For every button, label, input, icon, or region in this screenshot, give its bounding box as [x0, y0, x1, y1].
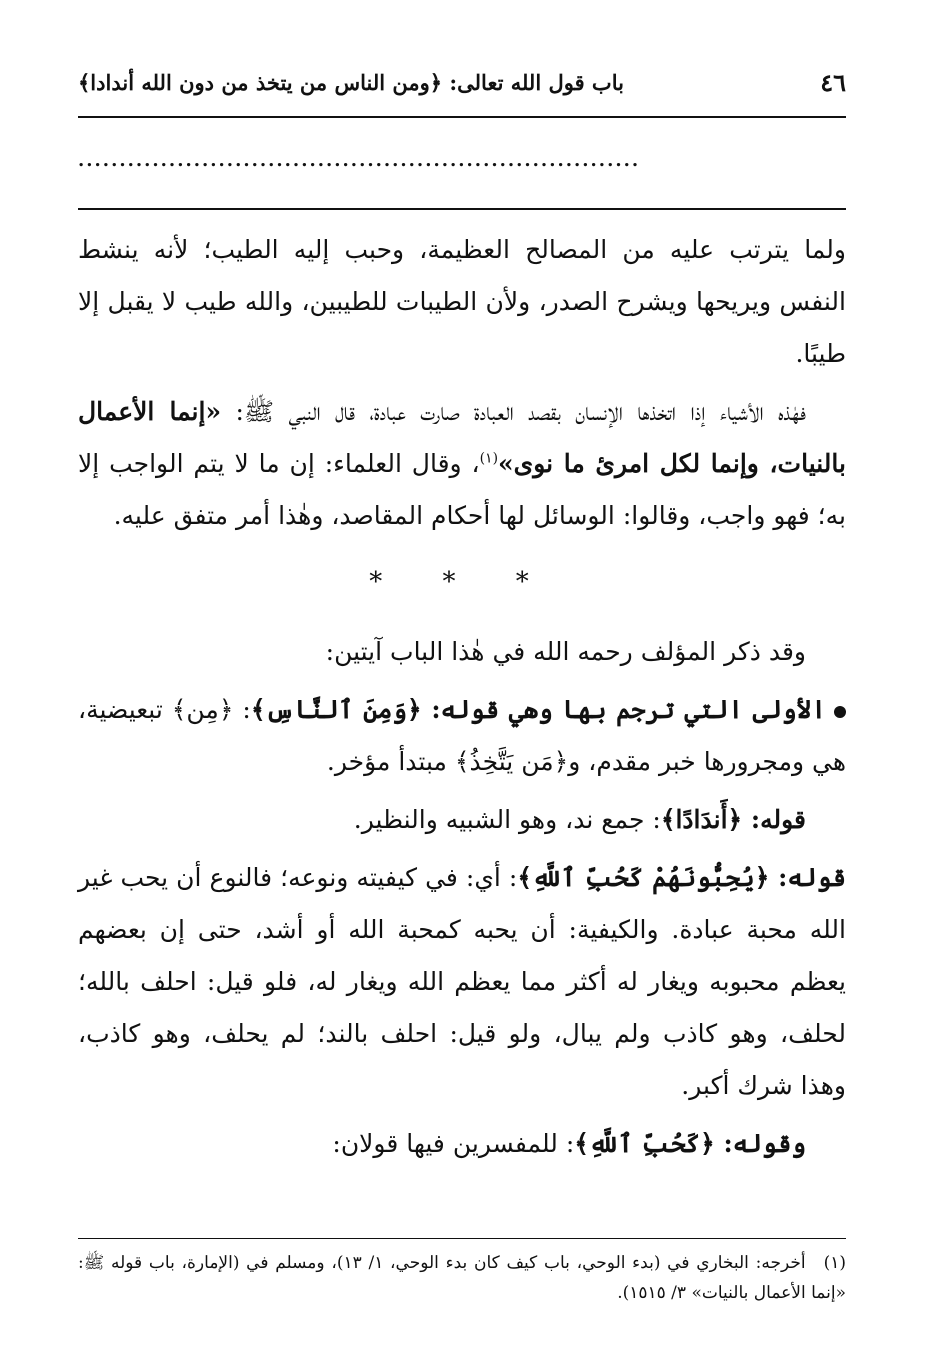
hadith-quote: «إنما الأعمال بالنيات، وإنما لكل امرئ ما نوى»: [78, 397, 846, 478]
page-header: [78, 62, 846, 102]
paragraph-7: [78, 1118, 846, 1170]
footnote-ref: (١): [479, 450, 499, 467]
running-title: باب قول الله تعالى: ﴿ومن الناس من يتخذ من دون الله أندادا﴾: [78, 69, 624, 95]
paragraph-2: [78, 386, 846, 542]
paragraph-5: [78, 794, 846, 846]
paragraph-6-rest: : أي: في كيفيته ونوعه؛ فالنوع أن يحب غير الله محبة عبادة. والكيفية: أن يحبه كمحبة الله أو أشد، حتى إن بعضهم يعظم محبوبه ويغار له أكثر مما يعظم الله ويغار له، فلو قيل: احلف بالله؛ لحلف، وهو كاذب ولم يبال، ولو قيل: احلف بالند؛ لم يحلف، وهو كاذب، وهذا شرك أكبر.: [78, 863, 846, 1100]
paragraph-6-lead: قوله: ﴿يُحِبُّونَهُمْ كَحُبِّ ٱللَّهِ﴾: [517, 863, 846, 892]
bullet-icon: [834, 706, 846, 718]
header-rule: [78, 116, 846, 118]
footnote: [78, 1248, 846, 1308]
section-divider-stars: * * *: [369, 567, 555, 597]
section-rule: [78, 208, 846, 210]
paragraph-3: وقد ذكر المؤلف رحمه الله في هٰذا الباب آيتين:: [325, 637, 806, 666]
paragraph-7-lead: وقوله: ﴿كَحُبِّ ٱللَّهِ﴾: [574, 1129, 806, 1158]
paragraph-2-intro: فهٰذه الأشياء إذا اتخذها الإنسان بقصد العبادة صارت عبادة، قال النبي ﷺ:: [221, 397, 806, 426]
paragraph-6: [78, 852, 846, 1112]
paragraph-4: [78, 684, 846, 788]
footnote-text: أخرجه: البخاري في (بدء الوحي، باب كيف كان بدء الوحي، ١/ ١٣)، ومسلم في (الإمارة، باب قوله ﷺ: «إنما الأعمال بالنيات» ٣/ ١٥١٥).: [78, 1253, 846, 1303]
paragraph-4-lead: الأولى التي ترجم بها وهي قوله: ﴿وَمِنَ ٱلنَّاسِ﴾: [250, 695, 826, 724]
paragraph-4-rest: : ﴿مِن﴾ تبعيضية، هي ومجرورها خبر مقدم، و﴿مَن يَتَّخِذُ﴾ مبتدأ مؤخر.: [78, 695, 846, 776]
paragraph-5-lead: قوله: ﴿أَندَادًا﴾: [660, 805, 806, 834]
footnote-rule: [78, 1238, 846, 1239]
paragraph-5-rest: : جمع ند، وهو الشبيه والنظير.: [353, 805, 661, 834]
paragraph-2-rest: ، وقال العلماء: إن ما لا يتم الواجب إلا به؛ فهو واجب، وقالوا: الوسائل لها أحكام المقاصد، وهٰذا أمر متفق عليه.: [78, 449, 846, 530]
page-number: ٤٦: [820, 67, 846, 97]
book-page: [78, 52, 846, 1342]
paragraph-1: ولما يترتب عليه من المصالح العظيمة، وحبب إليه الطيب؛ لأنه ينشط النفس ويريحها ويشرح الصدر، ولأن الطيبات للطيبين، والله طيب لا يقبل إلا طيبًا.: [78, 235, 846, 368]
footnote-marker: (١): [823, 1253, 846, 1273]
paragraph-7-rest: : للمفسرين فيها قولان:: [332, 1129, 575, 1158]
separator-dots: ....................................................................: [78, 150, 641, 170]
main-text: [78, 224, 846, 1176]
